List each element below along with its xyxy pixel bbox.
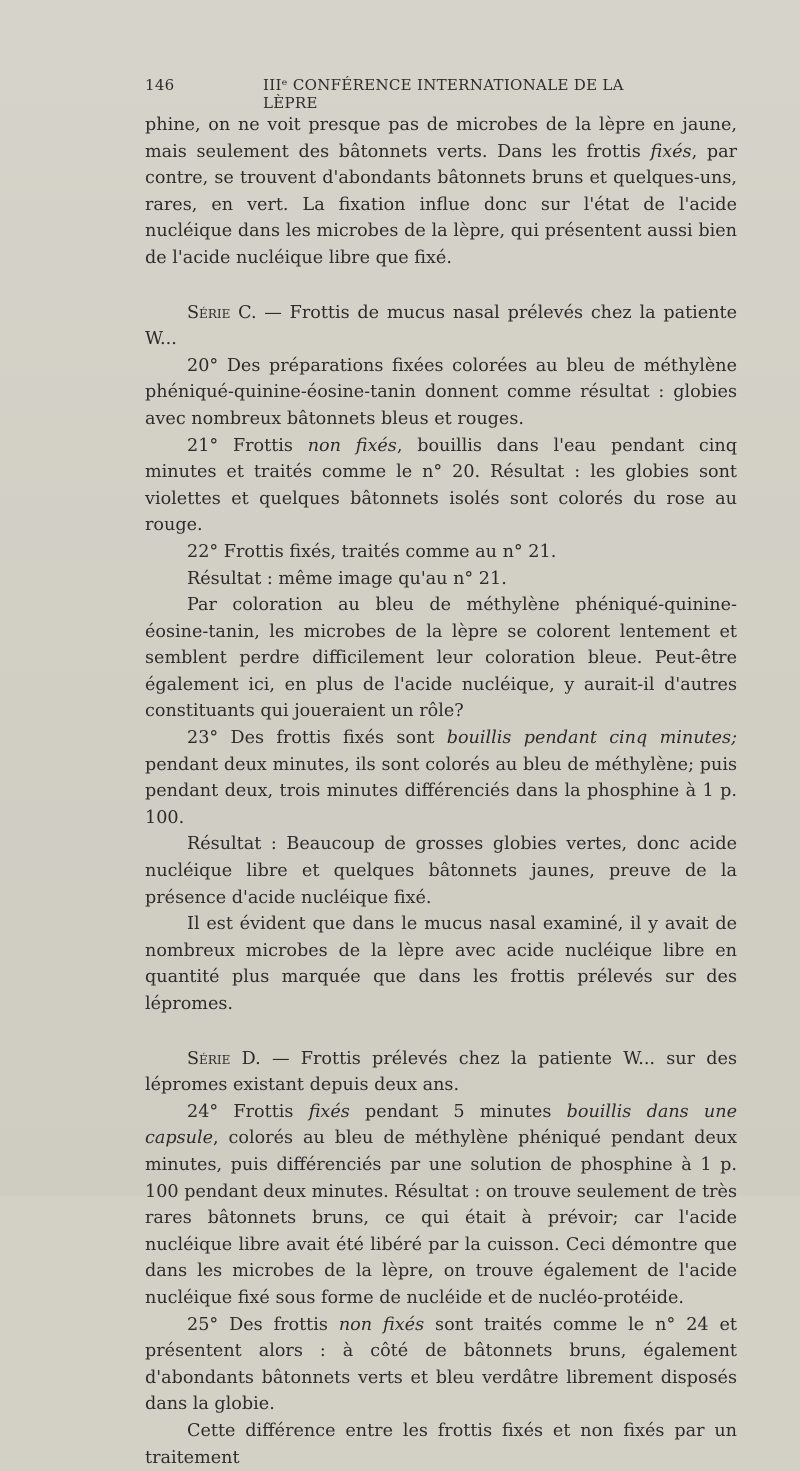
paragraph-22: 22° Frottis fixés, traités comme au n° 21. <box>187 541 557 562</box>
paragraph-evident: Il est évident que dans le mucus nasal examiné, il y avait de nombreux microbes de la lèpre avec acide nucléique libre en quantité plus marquée que dans les frottis prélevés sur des lépromes. <box>145 914 737 1014</box>
paragraph-25: 25° Des frottis non fixés sont traités comme le n° 24 et présentent alors : à côté de bâtonnets bruns, également d'abondants bâtonnets verts et bleu verdâtre librement disposés dans la globie. <box>145 1314 737 1415</box>
body-text <box>145 112 737 1471</box>
serie-c-heading: Série C. — Frottis de mucus nasal prélevés chez la patiente W... <box>145 302 737 350</box>
running-title: IIIᵉ CONFÉRENCE INTERNATIONALE DE LA LÈPRE <box>263 76 624 112</box>
paragraph-continuation: phine, on ne voit presque pas de microbes de la lèpre en jaune, mais seulement des bâtonnets verts. Dans les frottis fixés, par contre, se trouvent d'abondants bâtonnets bruns et quelques-uns, rares, en vert. La fixation influe donc sur l'état de l'acide nucléique dans les microbes de la lèpre, qui présentent aussi bien de l'acide nucléique libre que fixé. <box>145 115 737 268</box>
page-number: 146 <box>145 76 175 94</box>
paragraph-last: Cette différence entre les frottis fixés et non fixés par un traitement <box>145 1420 737 1468</box>
paragraph-22-result: Résultat : même image qu'au n° 21. <box>187 568 507 589</box>
paragraph-21: 21° Frottis non fixés, bouillis dans l'eau pendant cinq minutes et traités comme le n° 20. Résultat : les globies sont violettes et quelques bâtonnets isolés sont colorés du rose au rouge. <box>145 435 737 536</box>
paragraph-23: 23° Des frottis fixés sont bouillis pendant cinq minutes; pendant deux minutes, ils sont colorés au bleu de méthylène; puis pendant deux, trois minutes différenciés dans la phosphine à 1 p. 100. <box>145 728 737 828</box>
paragraph-23-result: Résultat : Beaucoup de grosses globies vertes, donc acide nucléique libre et quelques bâtonnets jaunes, preuve de la présence d'acide nucléique fixé. <box>145 834 737 908</box>
page-header <box>145 76 655 112</box>
serie-d-heading: Série D. — Frottis prélevés chez la patiente W... sur des lépromes existant depuis deux ans. <box>145 1048 738 1096</box>
paragraph-20: 20° Des préparations fixées colorées au bleu de méthylène phéniqué-quinine-éosine-tanin donnent comme résultat : globies avec nombreux bâtonnets bleus et rouges. <box>145 355 737 429</box>
paragraph-24: 24° Frottis fixés pendant 5 minutes bouillis dans une capsule, colorés au bleu de méthylène phéniqué pendant deux minutes, puis différenciés par une solution de phosphine à 1 p. 100 pendant deux minutes. Résultat : on trouve seulement de très rares bâtonnets bruns, ce qui était à prévoir; car l'acide nucléique libre avait été libéré par la cuisson. Ceci démontre que dans les microbes de la lèpre, on trouve également de l'acide nucléique fixé sous forme de nucléide et de nucléo-protéide. <box>145 1101 737 1308</box>
paragraph-coloration: Par coloration au bleu de méthylène phéniqué-quinine-éosine-tanin, les microbes de la lèpre se colorent lentement et semblent perdre difficilement leur coloration bleue. Peut-être également ici, en plus de l'acide nucléique, y aurait-il d'autres constituants qui joueraient un rôle? <box>145 595 737 722</box>
